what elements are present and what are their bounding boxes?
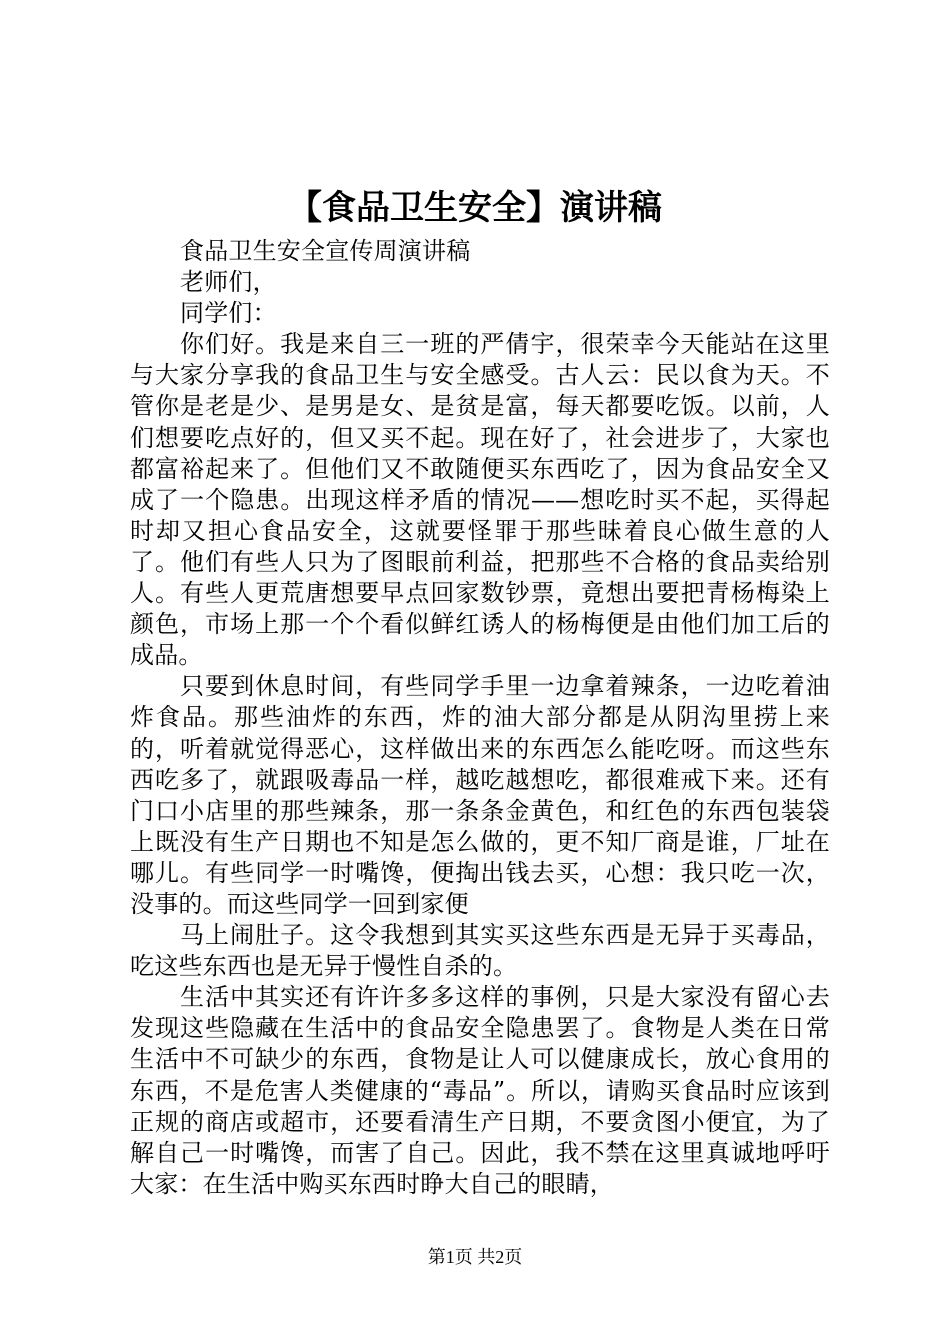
paragraph: 只要到休息时间，有些同学手里一边拿着辣条，一边吃着油炸食品。那些油炸的东西，炸的油大部分都是从阴沟里捞上来的，听着就觉得恶心，这样做出来的东西怎么能吃呀。而这些东西吃多了，就跟吸毒品一样，越吃越想吃，都很难戒下来。还有门口小店里的那些辣条，那一条条金黄色，和红色的东西包装袋上既没有生产日期也不知是怎么做的，更不知厂商是谁，厂址在哪儿。有些同学一时嘴馋，便掏出钱去买，心想：我只吃一次，没事的。而这些同学一回到家便: [130, 672, 830, 918]
paragraph: 生活中其实还有许许多多这样的事例，只是大家没有留心去发现这些隐藏在生活中的食品安全隐患罢了。食物是人类在日常生活中不可缺少的东西，食物是让人可以健康成长，放心食用的东西，不是危害人类健康的“毒品”。所以，请购买食品时应该到正规的商店或超市，还要看清生产日期，不要贪图小便宜，为了解自己一时嘴馋，而害了自己。因此，我不禁在这里真诚地呼吁大家：在生活中购买东西时睁大自己的眼睛，: [130, 983, 830, 1198]
paragraph: 马上闹肚子。这令我想到其实买这些东西是无异于买毒品，吃这些东西也是无异于慢性自杀的。: [130, 921, 830, 981]
document-title: 【食品卫生安全】演讲稿: [288, 188, 662, 228]
paragraph: 你们好。我是来自三一班的严倩宇，很荣幸今天能站在这里与大家分享我的食品卫生与安全感受。古人云：民以食为天。不管你是老是少、是男是女、是贫是富，每天都要吃饭。以前，人们想要吃点好的，但又买不起。现在好了，社会进步了，大家也都富裕起来了。但他们又不敢随便买东西吃了，因为食品安全又成了一个隐患。出现这样矛盾的情况——想吃时买不起，买得起时却又担心食品安全，这就要怪罪于那些昧着良心做生意的人了。他们有些人只为了图眼前利益，把那些不合格的食品卖给别人。有些人更荒唐想要早点回家数钞票，竟想出要把青杨梅染上颜色，市场上那一个个看似鲜红诱人的杨梅便是由他们加工后的成品。: [130, 330, 830, 670]
document-body: [130, 236, 830, 1200]
page-number: 第1页 共2页: [427, 1247, 523, 1267]
greeting-students: 同学们：: [180, 299, 277, 328]
page-footer: [0, 1245, 950, 1269]
speech-subtitle: 食品卫生安全宣传周演讲稿: [180, 237, 471, 265]
greeting-teachers: 老师们，: [180, 268, 277, 297]
